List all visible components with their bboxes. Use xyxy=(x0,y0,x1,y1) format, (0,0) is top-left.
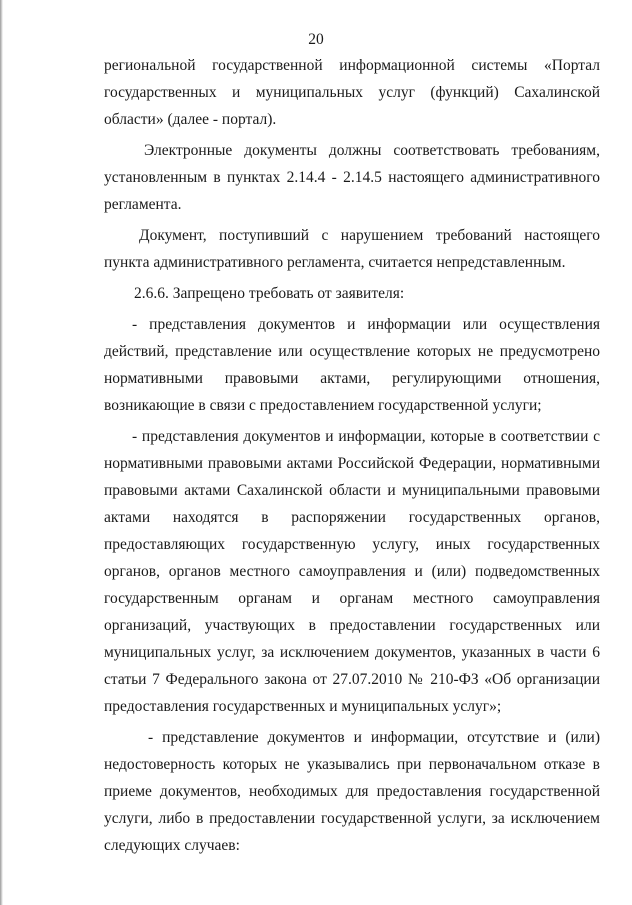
paragraph-portal-continuation: региональной государственной информационной системы «Портал государственных и муниципальных услуг (функций) Сахалинской области» (далее - портал). xyxy=(104,57,600,128)
paragraph-violation-document: Документ, поступивший с нарушением требований настоящего пункта административного регламента, считается непредставленным. xyxy=(104,227,600,271)
paragraph-electronic-documents: Электронные документы должны соответствовать требованиям, установленным в пунктах 2.14.4 - 2.14.5 настоящего административного регламента. xyxy=(104,142,600,213)
list-item-documents-not-indicated: - представление документов и информации, отсутствие и (или) недостоверность которых не указывались при первоначальном отказе в приеме документов, необходимых для предоставления государственной услуги, либо в предоставлении государственной услуги, за исключением следующих случаев: xyxy=(104,729,600,854)
page-number: 20 xyxy=(308,31,324,48)
list-item-documents-in-possession: - представления документов и информации, которые в соответствии с нормативными правовыми актами Российской Федерации, нормативными правовыми актами Сахалинской области и муниципальными правовыми актами находятся в распоряжении государственных органов, предоставляющих государственную услугу, иных государственных органов, органов местного самоуправления и (или) подведомственных государственным органам и органам местного самоуправления организаций, участвующих в предоставлении государственных или муниципальных услуг, за исключением документов, указанных в части 6 статьи 7 Федерального закона от 27.07.2010 № 210-ФЗ «Об организации предоставления государственных и муниципальных услуг»; xyxy=(104,428,600,715)
document-body xyxy=(104,52,600,863)
scan-edge xyxy=(0,0,3,905)
list-item-actions-not-required: - представления документов и информации или осуществления действий, представление или осуществление которых не предусмотрено нормативными правовыми актами, регулирующими отношения, возникающие в связи с предоставлением государственной услуги; xyxy=(104,316,600,414)
paragraph-section-2-6-6: 2.6.6. Запрещено требовать от заявителя: xyxy=(134,285,405,302)
